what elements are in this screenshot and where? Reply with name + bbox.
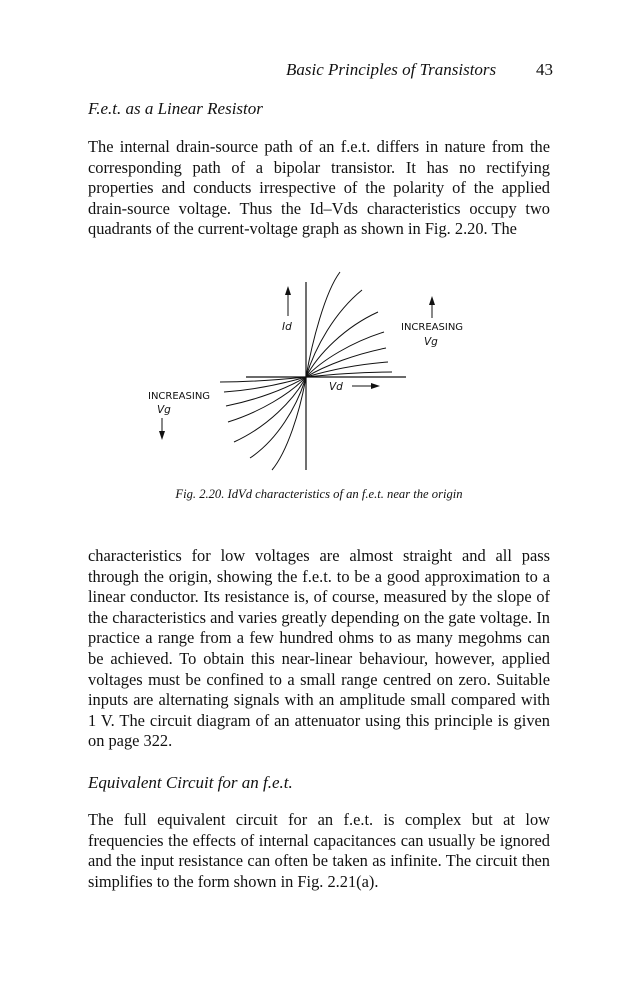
curves-negative — [220, 377, 306, 470]
right-arrow-icon — [352, 383, 380, 389]
figure-caption: Fig. 2.20. IdVd characteristics of an f.e.t. near the origin — [175, 487, 463, 501]
characteristics-diagram — [140, 262, 500, 477]
vg-label-right: Vg — [424, 336, 438, 348]
running-title: Basic Principles of Transistors — [286, 60, 497, 79]
curve — [306, 362, 388, 377]
paragraph-intro: The internal drain-source path of an f.e.t. differs in nature from the corresponding path of a bipolar transistor. It has no rectifying properties and conducts irrespective of the polarity of the applied drain-source voltage. Thus the Id–Vds characteristics occupy two quadrants of the current-voltage graph as shown in Fig. 2.20. The — [88, 137, 550, 239]
increasing-label-left: INCREASING — [148, 391, 211, 402]
page-header — [0, 60, 638, 84]
vg-label-left: Vg — [157, 404, 171, 416]
curve — [220, 377, 306, 382]
vd-axis-label: Vd — [329, 381, 343, 393]
curve — [250, 377, 306, 458]
id-axis-label: Id — [282, 321, 292, 333]
increasing-label-right: INCREASING — [401, 322, 464, 333]
figure-id-vd-characteristics — [140, 262, 500, 477]
down-arrow-icon — [159, 418, 165, 440]
curve — [224, 377, 306, 392]
curves-positive — [306, 272, 392, 377]
section-heading-equivalent-circuit: Equivalent Circuit for an f.e.t. — [88, 773, 293, 792]
up-arrow-icon — [429, 296, 435, 318]
paragraph-continued: characteristics for low voltages are almost straight and all pass through the origin, showing the f.e.t. to be a good approximation to a linear conductor. Its resistance is, of course, measured by the slope of the characteristics and varies greatly depending on the gate voltage. In practice a range from a few hundred ohms to as many megohms can be achieved. To obtain this near-linear behaviour, however, applied voltages must be confined to a small range centred on zero. Suitable inputs are alternating signals with an amplitude small compared with 1 V. The circuit diagram of an attenuator using this principle is given on page 322. — [88, 546, 550, 751]
paragraph-equivalent-circuit: The full equivalent circuit for an f.e.t. is complex but at low frequencies the effects of internal capacitances can usually be ignored and the input resistance can often be taken as infinite. The circuit then simplifies to the form shown in Fig. 2.21(a). — [88, 810, 550, 891]
up-arrow-icon — [285, 286, 291, 316]
page-number: 43 — [536, 60, 553, 79]
curve — [306, 372, 392, 377]
section-heading-linear-resistor: F.e.t. as a Linear Resistor — [88, 99, 263, 118]
